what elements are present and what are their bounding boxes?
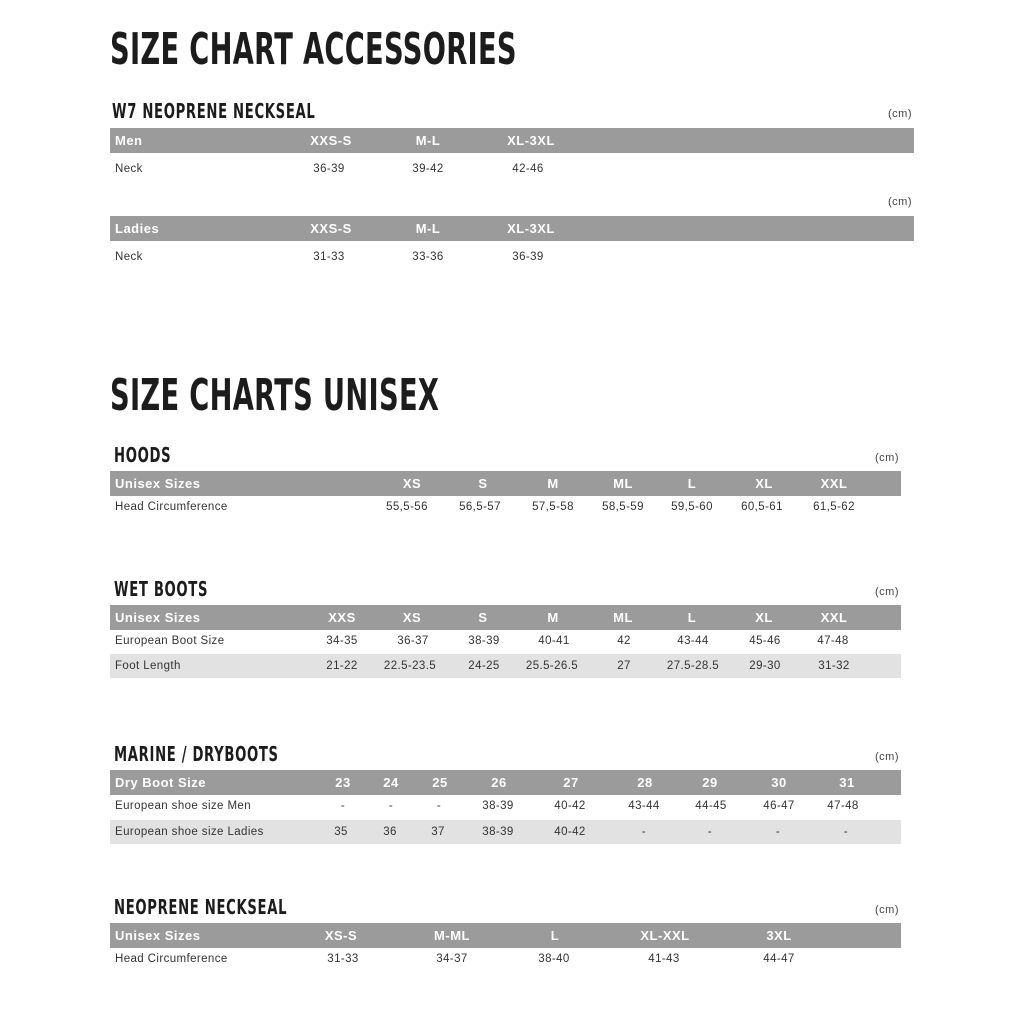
cell-value: 40-41 <box>538 635 570 647</box>
hoods-head-circumference-row <box>110 495 901 519</box>
men-header-size: XL-3XL <box>507 133 555 148</box>
men-header-label: Men <box>115 133 143 148</box>
ladies-header-size: XXS-S <box>310 221 352 236</box>
men-unit-label: (cm) <box>888 108 912 120</box>
wet-boots-unit-label: (cm) <box>875 586 899 598</box>
cell-value: 46-47 <box>763 800 795 812</box>
cell-value: 38-39 <box>482 826 514 838</box>
neckseal-head-circumference-row <box>110 947 901 971</box>
cell-value: 43-44 <box>677 635 709 647</box>
hoods-header-size: M <box>547 476 559 491</box>
cell-value: - <box>641 826 647 838</box>
neckseal-header-row <box>110 923 901 948</box>
men-header-size: M-L <box>415 133 441 148</box>
hoods-header-size: L <box>687 476 697 491</box>
cell-value: 25.5-26.5 <box>525 660 579 672</box>
hoods-header-row <box>110 471 901 496</box>
cell-value: 44-47 <box>763 953 795 965</box>
accessories-title: SIZE CHART ACCESSORIES <box>110 24 517 75</box>
cell-value: 43-44 <box>628 800 660 812</box>
cell-value: - <box>843 826 849 838</box>
ladies-header-label: Ladies <box>115 221 160 236</box>
row-label: Neck <box>115 251 143 263</box>
neckseal-header-size: L <box>550 928 560 943</box>
wet-boots-foot-length-row <box>110 654 901 678</box>
row-label: Foot Length <box>115 660 181 672</box>
cell-value: 61,5-62 <box>813 501 855 513</box>
row-label: European shoe size Men <box>115 800 252 812</box>
ladies-header-size: M-L <box>415 221 441 236</box>
cell-value: 38-39 <box>482 800 514 812</box>
neckseal-header-size: XL-XXL <box>640 928 690 943</box>
neoprene-neckseal-title: NEOPRENE NECKSEAL <box>114 895 288 919</box>
cell-value: 34-35 <box>326 635 358 647</box>
cell-value: 34-37 <box>436 953 468 965</box>
cell-value: 31-32 <box>818 660 850 672</box>
hoods-title: HOODS <box>114 443 172 467</box>
cell-value: 38-40 <box>538 953 570 965</box>
men-neck-row <box>110 157 914 181</box>
cell-value: - <box>388 800 394 812</box>
wet-boots-header-row <box>110 605 901 630</box>
marine-header-label: Dry Boot Size <box>115 775 207 790</box>
marine-header-size: 24 <box>383 775 399 790</box>
cell-value: 38-39 <box>468 635 500 647</box>
cell-value: 41-43 <box>648 953 680 965</box>
cell-value: 36-39 <box>313 163 345 175</box>
wet-boots-header-size: S <box>478 610 488 625</box>
neckseal-header-size: XS-S <box>324 928 358 943</box>
men-header-size: XXS-S <box>310 133 352 148</box>
cell-value: 36-37 <box>397 635 429 647</box>
cell-value: 57,5-58 <box>532 501 574 513</box>
cell-value: 55,5-56 <box>386 501 428 513</box>
cell-value: 29-30 <box>749 660 781 672</box>
marine-header-size: 29 <box>702 775 718 790</box>
marine-header-size: 28 <box>637 775 653 790</box>
neckseal-unit-label: (cm) <box>875 904 899 916</box>
wet-boots-header-size: XXS <box>328 610 356 625</box>
cell-value: 31-33 <box>313 251 345 263</box>
wet-boots-header-size: M <box>547 610 559 625</box>
hoods-header-size: S <box>478 476 488 491</box>
neckseal-header-label: Unisex Sizes <box>115 928 201 943</box>
row-label: European Boot Size <box>115 635 225 647</box>
cell-value: 27 <box>617 660 631 672</box>
ladies-header-row <box>110 216 914 241</box>
cell-value: 42-46 <box>512 163 544 175</box>
row-label: Neck <box>115 163 143 175</box>
cell-value: 21-22 <box>326 660 358 672</box>
cell-value: 44-45 <box>695 800 727 812</box>
cell-value: 39-42 <box>412 163 444 175</box>
hoods-header-label: Unisex Sizes <box>115 476 201 491</box>
neckseal-header-size: 3XL <box>766 928 792 943</box>
cell-value: 36 <box>383 826 397 838</box>
hoods-header-size: XS <box>402 476 422 491</box>
neckseal-header-size: M-ML <box>434 928 470 943</box>
cell-value: 47-48 <box>817 635 849 647</box>
cell-value: 37 <box>431 826 445 838</box>
wet-boots-header-size: XL <box>755 610 773 625</box>
cell-value: - <box>436 800 442 812</box>
ladies-unit-label: (cm) <box>888 196 912 208</box>
ladies-neck-row <box>110 245 914 269</box>
w7-neckseal-title: W7 NEOPRENE NECKSEAL <box>112 99 316 123</box>
marine-header-size: 23 <box>335 775 351 790</box>
cell-value: 42 <box>617 635 631 647</box>
cell-value: - <box>340 800 346 812</box>
cell-value: 27.5-28.5 <box>666 660 720 672</box>
cell-value: 31-33 <box>327 953 359 965</box>
cell-value: 22.5-23.5 <box>383 660 437 672</box>
marine-header-size: 25 <box>432 775 448 790</box>
cell-value: 58,5-59 <box>602 501 644 513</box>
marine-header-row <box>110 770 901 795</box>
hoods-unit-label: (cm) <box>875 452 899 464</box>
marine-unit-label: (cm) <box>875 751 899 763</box>
wet-boots-header-size: XS <box>402 610 422 625</box>
marine-header-size: 30 <box>771 775 787 790</box>
marine-header-size: 26 <box>491 775 507 790</box>
cell-value: 40-42 <box>554 826 586 838</box>
cell-value: - <box>775 826 781 838</box>
row-label: Head Circumference <box>115 501 228 513</box>
marine-header-size: 27 <box>563 775 579 790</box>
marine-ladies-row <box>110 820 901 844</box>
cell-value: 56,5-57 <box>459 501 501 513</box>
hoods-header-size: XL <box>755 476 773 491</box>
cell-value: 47-48 <box>827 800 859 812</box>
unisex-title: SIZE CHARTS UNISEX <box>110 370 440 421</box>
wet-boots-title: WET BOOTS <box>114 577 209 601</box>
cell-value: 60,5-61 <box>741 501 783 513</box>
wet-boots-header-size: XXL <box>820 610 848 625</box>
men-header-row <box>110 128 914 153</box>
row-label: European shoe size Ladies <box>115 826 264 838</box>
marine-drybootstitle: MARINE / DRYBOOTS <box>114 742 279 766</box>
wet-boots-header-size: ML <box>613 610 633 625</box>
hoods-header-size: XXL <box>820 476 848 491</box>
wet-boots-european-size-row <box>110 629 901 653</box>
cell-value: 35 <box>334 826 348 838</box>
cell-value: 59,5-60 <box>671 501 713 513</box>
marine-header-size: 31 <box>839 775 855 790</box>
marine-men-row <box>110 794 901 818</box>
wet-boots-header-label: Unisex Sizes <box>115 610 201 625</box>
cell-value: 36-39 <box>512 251 544 263</box>
cell-value: 33-36 <box>412 251 444 263</box>
ladies-header-size: XL-3XL <box>507 221 555 236</box>
cell-value: - <box>707 826 713 838</box>
hoods-header-size: ML <box>613 476 633 491</box>
cell-value: 45-46 <box>749 635 781 647</box>
cell-value: 24-25 <box>468 660 500 672</box>
row-label: Head Circumference <box>115 953 228 965</box>
cell-value: 40-42 <box>554 800 586 812</box>
wet-boots-header-size: L <box>687 610 697 625</box>
